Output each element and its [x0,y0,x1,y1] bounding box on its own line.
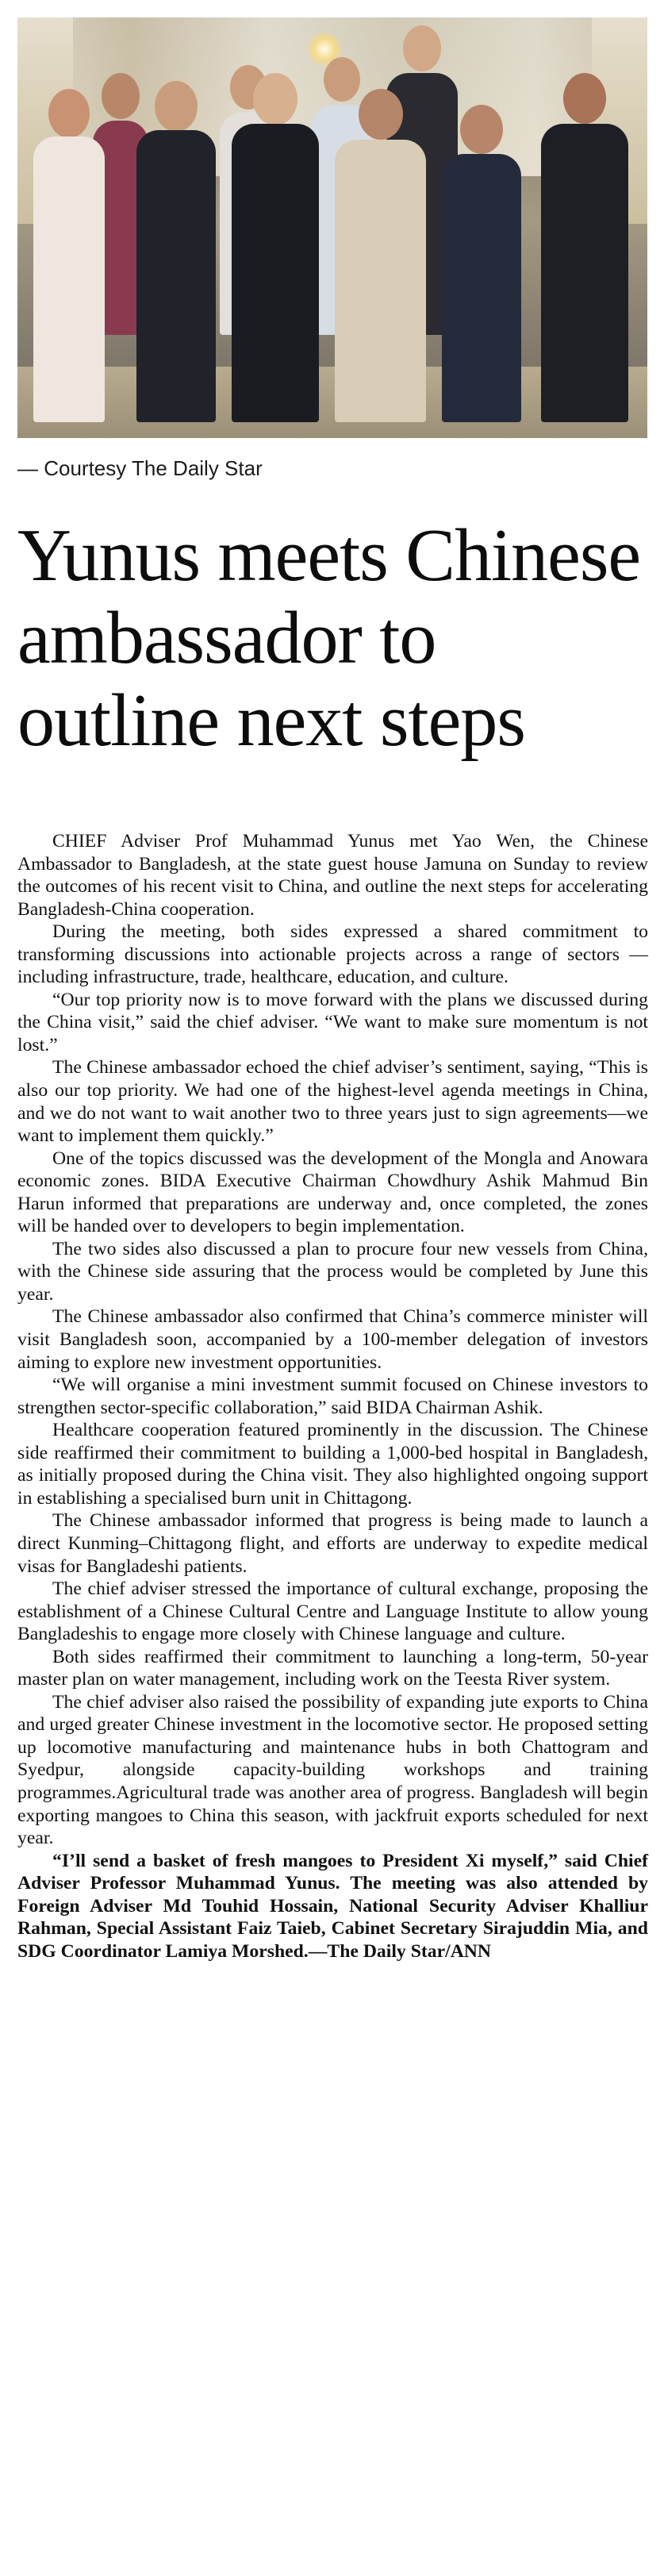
article-paragraph: Both sides reaffirmed their commitment to launching a long-term, 50-year master plan on water management, including work on the Teesta River system. [17,1646,648,1690]
article-paragraph: During the meeting, both sides expressed a shared commitment to transforming discussions into actionable projects across a range of sectors — including infrastructure, trade, healthcare, education, and culture. [17,921,648,988]
article-paragraph: “Our top priority now is to move forward with the plans we discussed during the China visit,” said the chief adviser. “We want to make sure momentum is not lost.” [17,989,648,1055]
article-paragraph: The chief adviser stressed the importance of cultural exchange, proposing the establishment of a Chinese Cultural Centre and Language Institute to allow young Bangladeshis to engage more closely with Chinese language and culture. [17,1578,648,1645]
article-paragraph-final: “I’ll send a basket of fresh mangoes to President Xi myself,” said Chief Adviser Professor Muhammad Yunus. The meeting was also attended by Foreign Adviser Md Touhid Hossain, National Security Adviser Khalliur Rahman, Special Assistant Faiz Taieb, Cabinet Secretary Sirajuddin Mia, and SDG Coordinator Lamiya Morshed.—The Daily Star/ANN [17,1850,648,1962]
article-paragraph: The Chinese ambassador also confirmed that China’s commerce minister will visit Bangladesh soon, accompanied by a 100-member delegation of investors aiming to explore new investment opportunities. [17,1306,648,1373]
photo-person [335,89,426,422]
article-paragraph: “We will organise a mini investment summit focused on Chinese investors to strengthen sector-specific collaboration,” said BIDA Chairman Ashik. [17,1375,648,1418]
photo-person [541,73,628,422]
article-paragraph: The Chinese ambassador informed that progress is being made to launch a direct Kunming–Chittagong flight, and efforts are underway to expedite medical visas for Bangladeshi patients. [17,1510,648,1577]
article-paragraph: The two sides also discussed a plan to procure four new vessels from China, with the Chinese side assuring that the process would be completed by June this year. [17,1238,648,1305]
photo-person [232,73,319,422]
article-paragraph: CHIEF Adviser Prof Muhammad Yunus met Yao Wen, the Chinese Ambassador to Bangladesh, at the state guest house Jamuna on Sunday to review the outcomes of his recent visit to China, and outline the next steps for accelerating Bangladesh-China cooperation. [17,831,648,920]
photo-person [442,105,521,422]
article-photo [17,17,647,438]
photo-person [33,89,105,422]
article-paragraph: Healthcare cooperation featured prominently in the discussion. The Chinese side reaffirmed their commitment to building a 1,000-bed hospital in Bangladesh, as initially proposed during the China visit. They also highlighted ongoing support in establishing a specialised burn unit in Chittagong. [17,1420,648,1509]
photo-caption: — Courtesy The Daily Star [17,456,263,480]
article-paragraph: The Chinese ambassador echoed the chief adviser’s sentiment, saying, “This is also our top priority. We had one of the highest-level agenda meetings in China, and we do not want to wait another two to three years just to sign agreements—we want to implement them quickly.” [17,1057,648,1147]
article-paragraph: The chief adviser also raised the possibility of expanding jute exports to China and urged greater Chinese investment in the locomotive sector. He proposed setting up locomotive manufacturing and maintenance hubs in both Chattogram and Syedpur, alongside capacity-building workshops and training programmes.Agricultural trade was another area of progress. Bangladesh will begin exporting mangoes to China this season, with jackfruit exports scheduled for next year. [17,1691,648,1849]
photo-person [136,81,216,422]
article-body [17,830,648,1963]
article-paragraph: One of the topics discussed was the development of the Mongla and Anowara economic zones. BIDA Executive Chairman Chowdhury Ashik Mahmud Bin Harun informed that preparations are underway and, once completed, the zones will be handed over to developers to begin implementation. [17,1148,648,1237]
headline: Yunus meets Chinese ambassador to outline next steps [17,514,641,762]
